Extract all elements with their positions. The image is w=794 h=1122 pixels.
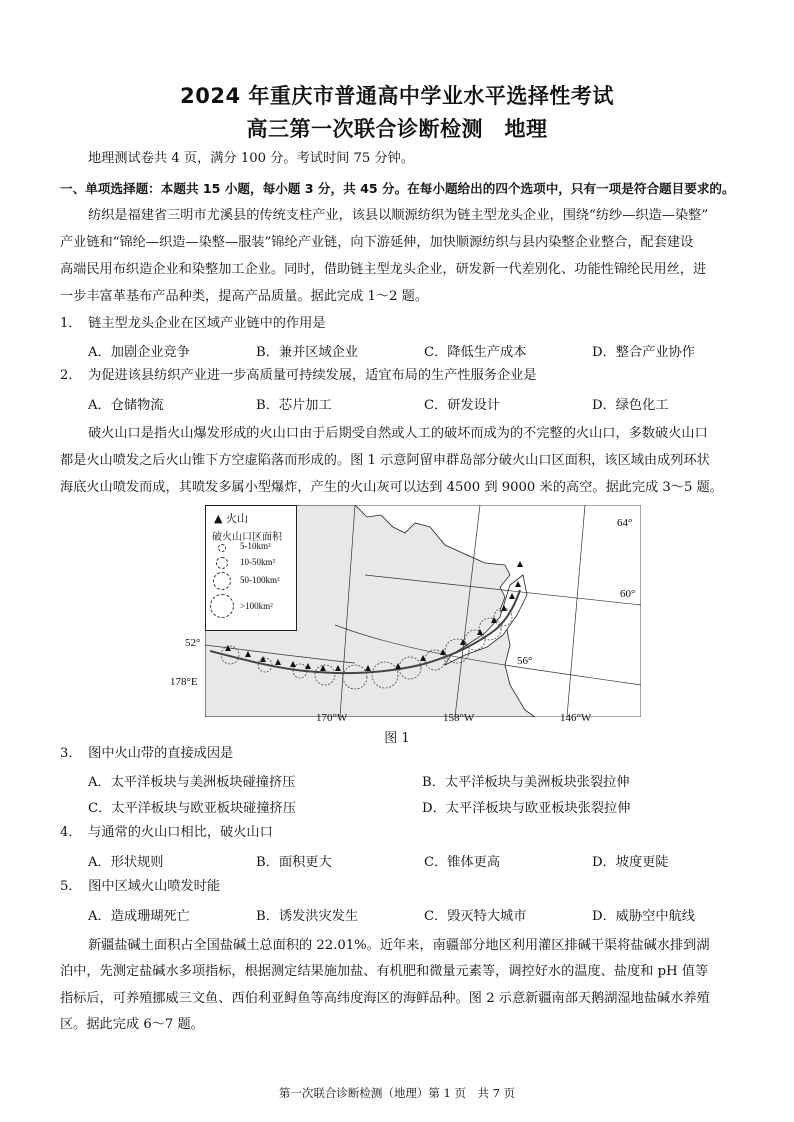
q4-option-b: B．面积更大	[256, 855, 332, 870]
figure-caption: 图 1	[384, 731, 410, 746]
passage1-line: 高端民用布织造企业和染整加工企业。同时，借助链主型龙头企业，研发新一代差别化、功能性锦纶民用丝，进	[60, 262, 707, 277]
lat-label-56: 56°	[517, 655, 533, 667]
aleutian-map	[205, 505, 641, 717]
section-heading: 一、单项选择题：本题共 15 小题，每小题 3 分，共 45 分。在每小题给出的四个选项中，只有一项是符合题目要求的。	[60, 181, 735, 196]
lat-label-52: 52°	[185, 637, 201, 649]
question-5-stem: 5． 图中区域火山喷发时能	[60, 879, 221, 894]
legend-circle-icon	[216, 557, 228, 569]
passage1-line: 产业链和“锦纶—织造—染整—服装”锦纶产业链，向下游延伸，加快顺源纺织与县内染整企业整合，配套建设	[60, 235, 694, 250]
question-3-stem: 3． 图中火山带的直接成因是	[60, 746, 234, 761]
legend-size-4: >100km²	[240, 601, 273, 611]
q1-option-c: C．降低生产成本	[424, 345, 527, 360]
question-1-stem: 1． 链主型龙头企业在区域产业链中的作用是	[60, 316, 326, 331]
q1-option-d: D．整合产业协作	[592, 345, 695, 360]
q5-option-a: A．造成珊瑚死亡	[88, 909, 190, 924]
q4-option-d: D．坡度更陡	[592, 855, 669, 870]
legend-circle-icon	[213, 572, 231, 590]
page-footer: 第一次联合诊断检测（地理）第 1 页 共 7 页	[278, 1086, 516, 1100]
passage1-line: 一步丰富革基布产品种类，提高产品质量。据此完成 1～2 题。	[60, 289, 429, 304]
q5-option-b: B．诱发洪灾发生	[256, 909, 359, 924]
q1-option-b: B．兼并区域企业	[256, 345, 359, 360]
lat-label-64: 64°	[617, 517, 633, 529]
q2-option-d: D．绿色化工	[592, 398, 669, 413]
q3-option-a: A．太平洋板块与美洲板块碰撞挤压	[88, 775, 296, 790]
legend-size-3: 50-100km²	[240, 575, 280, 585]
q2-option-c: C．研发设计	[424, 398, 501, 413]
passage2-line: 海底火山喷发而成，其喷发多属小型爆炸，产生的火山灰可以达到 4500 到 9000 米的高空。据此完成 3～5 题。	[60, 480, 723, 495]
intro-text: 地理测试卷共 4 页，满分 100 分。考试时间 75 分钟。	[88, 151, 415, 166]
lon-label-178e: 178°E	[170, 676, 198, 688]
q2-option-a: A．仓储物流	[88, 398, 164, 413]
legend-title: 破火山口区面积	[212, 532, 282, 543]
passage3-line: 指标后，可养殖挪威三文鱼、西伯利亚鲟鱼等高纬度海区的海鲜品种。图 2 示意新疆南部天鹅湖湿地盐碱水养殖	[60, 991, 710, 1006]
q5-option-c: C．毁灭特大城市	[424, 909, 527, 924]
passage3-line: 泊中，先测定盐碱水多项指标，根据测定结果施加盐、有机肥和微量元素等，调控好水的温度、盐度和 pH 值等	[60, 964, 709, 979]
legend-circle-icon	[218, 544, 226, 552]
question-2-stem: 2． 为促进该县纺织产业进一步高质量可持续发展，适宜布局的生产性服务企业是	[60, 368, 537, 383]
lon-label-170w: 170°W	[316, 712, 348, 724]
lat-label-60: 60°	[620, 588, 636, 600]
q1-option-a: A．加剧企业竞争	[88, 345, 190, 360]
question-4-stem: 4． 与通常的火山口相比，破火山口	[60, 825, 273, 840]
lon-label-146w: 146°W	[560, 712, 592, 724]
volcano-icon: ▲	[214, 512, 223, 525]
passage3-line: 区。据此完成 6～7 题。	[60, 1017, 204, 1032]
passage1-line: 纺织是福建省三明市尤溪县的传统支柱产业，该县以顺源纺织为链主型龙头企业，围绕“纺纱—织造—染整”	[88, 208, 709, 223]
q5-option-d: D．威胁空中航线	[592, 909, 695, 924]
q3-option-c: C．太平洋板块与欧亚板块碰撞挤压	[88, 801, 296, 816]
legend-circle-icon	[210, 594, 234, 618]
passage3-line: 新疆盐碱土面积占全国盐碱土总面积的 22.01%。近年来，南疆部分地区利用灌区排碱干渠将盐碱水排到湖	[88, 938, 710, 953]
map-legend	[205, 505, 297, 631]
lon-label-158w: 158°W	[443, 712, 475, 724]
q2-option-b: B．芯片加工	[256, 398, 332, 413]
q3-option-b: B．太平洋板块与美洲板块张裂拉伸	[422, 775, 630, 790]
exam-subtitle: 高三第一次联合诊断检测 地理	[246, 117, 548, 141]
legend-size-1: 5-10km²	[240, 541, 271, 551]
q3-option-d: D．太平洋板块与欧亚板块张裂拉伸	[422, 801, 631, 816]
q4-option-a: A．形状规则	[88, 855, 164, 870]
passage2-line: 破火山口是指火山爆发形成的火山口由于后期受自然或人工的破坏而成为的不完整的火山口，多数破火山口	[88, 426, 708, 441]
q4-option-c: C．锥体更高	[424, 855, 501, 870]
legend-size-2: 10-50km²	[240, 557, 276, 567]
legend-volcano-label: 火山	[225, 512, 248, 525]
passage2-line: 都是火山喷发之后火山锥下方空虚陷落而形成的。图 1 示意阿留申群岛部分破火山口区面积，该区域由成列环状	[60, 453, 710, 468]
exam-title: 2024 年重庆市普通高中学业水平选择性考试	[180, 84, 614, 108]
